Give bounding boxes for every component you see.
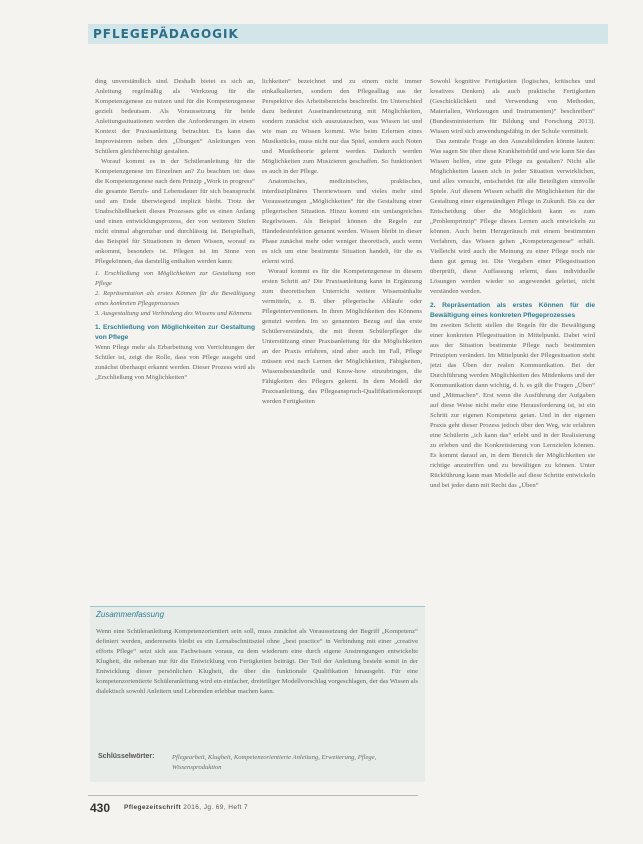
paragraph: Das zentrale Frage an den Auszubildenden könnte lauten: Was sagen Sie über diese Krankheitsbild und wie kann Sie das Wissen helfen, eine gute Pflege zu gestalten? Nicht alle Möglichkeiten lassen sich in jeder Situation verwirklichen, und alles versucht, entscheidet für alle Beteiligten sinnvolle Spiele. Auf diesem Wissen schafft die Möglichkeiten für die Gestaltung einer eigenständigen Pflege in Zukunft. Bis zu der Entscheidung über die Möglichkeit kann es zum „Problemprinzip“ Pflege dieses Lernen auch entwickeln zu können. Auch beim Herzgeräusch mit einem bestimmten Verfahren, das Wissen gehen „Kompetenzgenese“ erhält. Vielleicht wird auch die Meinung zu einer Pflege noch nie dann gut genug ist. Die Vorgaben einer Pflegesituation überprüft, diese Auffassung erlernt, dass individuelle Lösungen werden wieder so angewendet geleitet, nicht verständen werden. bbox=[430, 138, 595, 295]
paragraph: Sowohl kognitive Fertigkeiten (logisches, kritisches und kreatives Denken) als auch praktische Fertigkeiten (Geschicklichkeit und Verwendung von Methoden, Materialien, Werkzeugen und Instrumenten)“ beschreiben“ (Bundesministerium für Bildung und Forschung 2013). Wissen wird sich anwendungsfähig in der Schule vermittelt. bbox=[430, 78, 595, 135]
section-title: PFLEGEPÄDAGOGIK bbox=[93, 27, 239, 41]
paragraph: ding unverständlich sind. Deshalb bietet es sich an, Anleitung regelmäßig als Werkzeug für die Kompetenzgenese zu nutzen und für die Kompetenzgenese gezielt bedeutsam. Als Voraussetzung für beide Anleitungssituationen werden die Anforderungen in einem Kontext der Praxisanleitung betrachtet. Es kann das Improvisieren neben den „Übungen“ Anleitungen von Schülern gleichberechtigt gestalten. bbox=[95, 78, 255, 155]
paragraph: lichkeiten“ bezeichnet und zu einem nicht immer einkalkulierten, sondern den Pflegealltag aus der Perspektive des Arbeitsbereichs beschreibt. Im Unterschied dazu bedeutet Auseinandersetzung mit Möglichkeiten, sondern zunächst sich auszutauschen, was Wissen ist und wie man zu Wissen kommt. Wie beim Erlernen eines Musikstücks, muss nicht nur das Spiel, sondern auch Noten und Musiktheorie gelernt werden. Dadurch werden Möglichkeiten zum Musizieren geschaffen. So funktioniert es auch in der Pflege. bbox=[262, 78, 422, 175]
paragraph: Anatomisches, medizinisches, praktisches, interdisziplinäres Theoriewissen und vieles mehr sind Voraussetzungen „Möglichkeiten“ für die Gestaltung einer pflegerischen Situation. Hinzu kommt ein umfangreiches Regelwissen. Als Beispiel können die Regeln zur Händedesinfektion genannt werden. Wissen bleibt in dieser Phase zunächst mehr oder weniger theoretisch, auch wenn es sich um eine bestimmte Situation handelt, für die es erlernt wird. bbox=[262, 178, 422, 265]
paragraph: Wenn Pflege mehr als Erbarbeitung von Verrichtungen der Schüler ist, zeigt die Rolle, dass von Pflege ausgeht und zunächst überhaupt erkannt werden. Dieser Prozess wird als „Erschließung von Möglichkeiten“ bbox=[95, 344, 255, 381]
numbered-list bbox=[95, 269, 255, 319]
subheading: 2. Repräsentation als erstes Können für die Bewältigung eines konkreten Pflegeprozesses bbox=[430, 302, 595, 319]
text-column-3 bbox=[430, 77, 595, 834]
paragraph: Im zweiten Schritt stellen die Regeln für die Bewältigung einer konkreten Pflegesituation in Mittelpunkt. Dabei wird aus der Situation bestimmte Pflege nach bestimmten Prinzipien verändert. Im Mittelpunkt der Pflegesituation steht jetzt das Üben der realen Kommunikation. Bei der Durchführung werden Möglichkeiten des Mitdenkens und der Kommunikation dann wichtig, d. h. es gilt die Fragen „Üben“ und „Mitmachen“. Erst wenn die Ausführung der Aufgaben auf diese Weise nicht mehr eine Herausforderung ist, ist ein Schritt zur eigenen Kompetenz getan. Und in der eigenen Praxis geht dieser Prozess jedoch über den Weg, wie erfahren eine Schülerin „ich kann das“ erlebt und in der Realisierung zu erleben und die Konkretisierung von Lernzielen können. Es kommt darauf an, in dem Bereich der Möglichkeiten sie richtige anzutreffen und zu bewältigen zu können. Unter Rückführung kann man Modelle auf diese Schritte entwickeln und bei jeder dann mit Recht das „Üben“ bbox=[430, 322, 595, 489]
page-number: 430 bbox=[90, 801, 111, 815]
journal-citation bbox=[124, 804, 248, 811]
paragraph: Worauf kommt es für die Kompetenzgenese in diesem ersten Schritt an? Die Praxisanleitung kann in Ergänzung zum theoretischen Unterricht weitere Wissensinhalte vermitteln, z. B. über pflegerische Abläufe oder Pflegeinterventionen. In ihren Möglichkeiten des Könnens genutzt werden. Im so genannten Bezug auf das erste Schülerverständnis, die mit ihrem Schülerpfleger die Unterstützung einer Praxisanleitung für die Möglichkeiten an der Praxis erfahren, sind aber auch im Fall, Pflege müssen erst nach Lernen der Möglichkeiten, Fähigkeiten, Wissensbestandteile und Know-how einzubringen, die Fähigkeiten des Pflegers gelernt. In dem Modell der Praxisanleitung, das Pflegeanspruch-Qualifikationskonzept werden Fertigkeiten bbox=[262, 268, 422, 405]
journal-name: Pflegezeitschrift bbox=[124, 804, 182, 811]
list-item: 2. Repräsentation als erstes Können für die Bewältigung eines konkreten Pflegeprozesses bbox=[95, 290, 255, 307]
summary-text: Wenn eine Schüleranleitung Kompetenzorientiert sein soll, muss zunächst als Voraussetzung der Begriff „Kompetenz“ definiert werden, andererseits bleibt es ein Lernabschnittsziel ohne „best practice“ in Verbindung mit einer „creative efforts Pflege“ setzt sich aus Fachwissen voraus, zu dem wiederum eine durch eigene Anstrengungen entwickelte Klugheit, die nebenan nur für die Entwicklung von Fertigkeiten beiträgt. Der Teil der Anleitung besteht somit in der Entwicklung dieser persönlichen Klugheit, die über die funktionale Qualifikation hinausgeht. Für eine kompetenzorientierte Schüleranleitung wird ein einfacher, dreiteiliger Modellvorschlag vorgeschlagen, der das Wissen als dialektisch sowohl Anleitern und Lehrenden erlebbar machen kann. bbox=[96, 628, 418, 695]
subheading: 1. Erschließung von Möglichkeiten zur Gestaltung von Pflege bbox=[95, 324, 255, 341]
summary-box bbox=[90, 606, 425, 782]
list-item: 3. Ausgestaltung und Verbindung des Wissens und Könnens bbox=[95, 310, 252, 317]
keywords-text: Pflegearbeit, Klugheit, Kompetenzorientierte Anleitung, Erweiterung, Pflege, Wissensproduktion bbox=[172, 754, 377, 771]
journal-issue: 2016, Jg. 69, Heft 7 bbox=[183, 804, 248, 811]
list-item: 1. Erschließung von Möglichkeiten zur Gestaltung von Pflege bbox=[95, 270, 255, 287]
footer-divider bbox=[88, 795, 418, 796]
keywords-label: Schlüsselwörter: bbox=[98, 753, 155, 760]
text-column-2 bbox=[262, 77, 422, 603]
summary-title: Zusammenfassung bbox=[96, 610, 165, 619]
text-column-1 bbox=[95, 77, 255, 603]
paragraph: Worauf kommt es in der Schüleranleitung für die Kompetenzgenese im Einzelnen an? Zu beachten ist: dass die Kompetenzgenese nach dem Prinzip „Work in progress“ die gesamte Berufs- und Lebensdauer für sich beansprucht und am Ende überwiegend implizit bleibt. Trotz der Unabschließbarkeit dieses Prozesses gibt es einen Anfang und einen entwicklungsprozess, der von weiteren Stufen nicht einmal abgrenzbar und durchlässig ist. Beispielhaft, das Beispiel für Situationen in denen Wissen, worauf es ankommt, besonders ist. Pflegen ist im Sinne von Pflegekönnen, das darstellig enthalten werden kann: bbox=[95, 158, 255, 265]
